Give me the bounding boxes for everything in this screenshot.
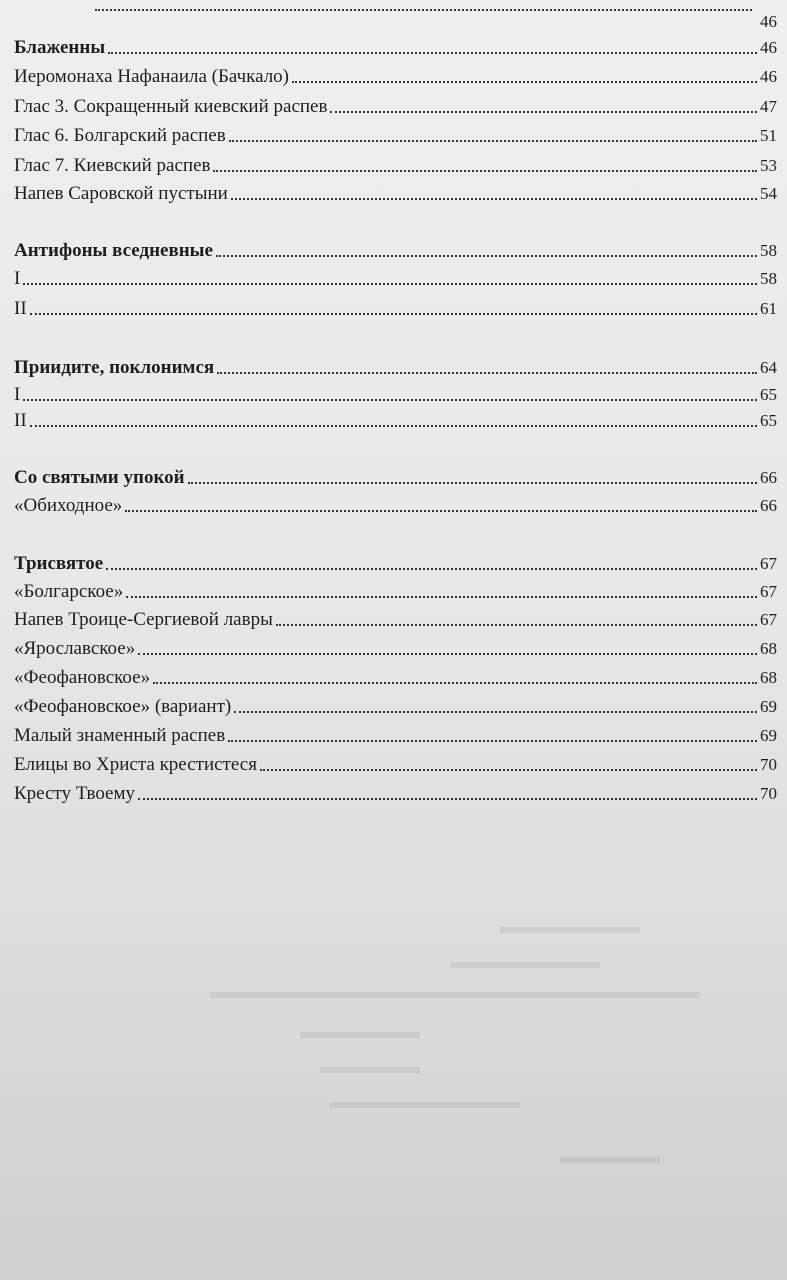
toc-title: Малый знаменный распев — [14, 725, 226, 746]
toc-entry — [14, 125, 777, 147]
dot-leader — [217, 372, 757, 374]
dot-leader — [228, 740, 757, 742]
toc-title: II — [14, 410, 27, 431]
toc-page-number: 58 — [760, 241, 777, 260]
toc-title: «Феофановское» (вариант) — [14, 696, 232, 717]
toc-title: Трисвятое — [14, 553, 104, 574]
toc-title: «Болгарское» — [14, 581, 124, 602]
dot-leader — [260, 769, 757, 771]
dot-leader — [216, 255, 757, 257]
toc-entry — [14, 155, 777, 177]
dot-leader — [292, 81, 757, 83]
dot-leader — [330, 111, 757, 113]
toc-title: Блаженны — [14, 37, 106, 58]
dot-leader — [30, 425, 757, 427]
dot-leader — [213, 170, 757, 172]
toc-entry — [14, 66, 777, 88]
toc-title: Глас 7. Киевский распев — [14, 155, 211, 176]
toc-title: I — [14, 268, 21, 289]
toc-page-number: 70 — [760, 755, 777, 774]
toc-page-number: 46 — [760, 67, 777, 86]
dot-leader — [229, 140, 757, 142]
dot-leader — [188, 482, 757, 484]
toc-page-number: 51 — [760, 126, 777, 145]
dot-leader — [106, 568, 757, 570]
dot-leader — [126, 596, 757, 598]
dot-leader — [153, 682, 757, 684]
toc-title: «Обиходное» — [14, 495, 123, 516]
toc-heading-antifony — [14, 240, 777, 262]
toc-title: Напев Троице-Сергиевой лавры — [14, 609, 273, 630]
dot-leader — [234, 711, 757, 713]
toc-page-number: 46 — [760, 38, 777, 57]
toc-heading-priidite — [14, 357, 777, 379]
toc-entry — [14, 96, 777, 118]
toc-heading-trisvyatoe — [14, 553, 777, 575]
toc-title: Кресту Твоему — [14, 783, 136, 804]
dot-leader — [138, 653, 757, 655]
toc-page-number: 53 — [760, 156, 777, 175]
toc-title: Елицы во Христа крестистеся — [14, 754, 257, 775]
toc-page-number: 65 — [760, 385, 777, 404]
toc-title: Антифоны вседневные — [14, 240, 213, 261]
toc-entry — [14, 609, 777, 631]
toc-page-number: 47 — [760, 97, 777, 116]
dot-leader — [138, 798, 757, 800]
toc-page-number: 61 — [760, 299, 777, 318]
dot-leader — [125, 510, 757, 512]
toc-page-number: 69 — [760, 697, 777, 716]
toc-entry — [14, 495, 777, 517]
top-page-number: 46 — [760, 12, 777, 31]
dot-leader — [23, 399, 757, 401]
toc-title: «Феофановское» — [14, 667, 151, 688]
dot-leader — [23, 283, 757, 285]
toc-entry — [14, 667, 777, 689]
toc-title: Иеромонаха Нафанаила (Бачкало) — [14, 66, 289, 87]
toc-title: «Ярославское» — [14, 638, 136, 659]
toc-entry — [14, 754, 777, 776]
toc-page-number: 67 — [760, 582, 777, 601]
toc-entry — [14, 268, 777, 290]
toc-entry — [14, 783, 777, 805]
toc-page-number: 68 — [760, 639, 777, 658]
toc-heading-blazhenny — [14, 37, 777, 59]
toc-entry — [14, 183, 777, 205]
toc-title: Напев Саровской пустыни — [14, 183, 228, 204]
toc-entry — [14, 581, 777, 603]
toc-entry — [14, 696, 777, 718]
toc-page-number: 67 — [760, 610, 777, 629]
toc-page-number: 67 — [760, 554, 777, 573]
toc-entry — [14, 725, 777, 747]
dot-leader — [276, 624, 757, 626]
toc-page-number: 58 — [760, 269, 777, 288]
toc-page-number: 66 — [760, 468, 777, 487]
toc-title: Глас 6. Болгарский распев — [14, 125, 226, 146]
toc-page-number: 54 — [760, 184, 777, 203]
toc-page-number: 66 — [760, 496, 777, 515]
dot-leader — [231, 198, 757, 200]
dot-leader — [108, 52, 757, 54]
toc-title: I — [14, 384, 21, 405]
toc-page-number: 64 — [760, 358, 777, 377]
top-dot-leader — [95, 9, 752, 11]
toc-title: Глас 3. Сокращенный киевский распев — [14, 96, 328, 117]
toc-page-number: 65 — [760, 411, 777, 430]
toc-title: Приидите, поклонимся — [14, 357, 215, 378]
toc-title: Со святыми упокой — [14, 467, 185, 488]
toc-heading-so-svyatymi — [14, 467, 777, 489]
dot-leader — [30, 313, 757, 315]
toc-page-number: 69 — [760, 726, 777, 745]
toc-entry — [14, 638, 777, 660]
toc-page-number: 70 — [760, 784, 777, 803]
toc-entry — [14, 384, 777, 406]
toc-entry — [14, 410, 777, 432]
toc-title: II — [14, 298, 27, 319]
toc-page-number: 68 — [760, 668, 777, 687]
toc-entry — [14, 298, 777, 320]
